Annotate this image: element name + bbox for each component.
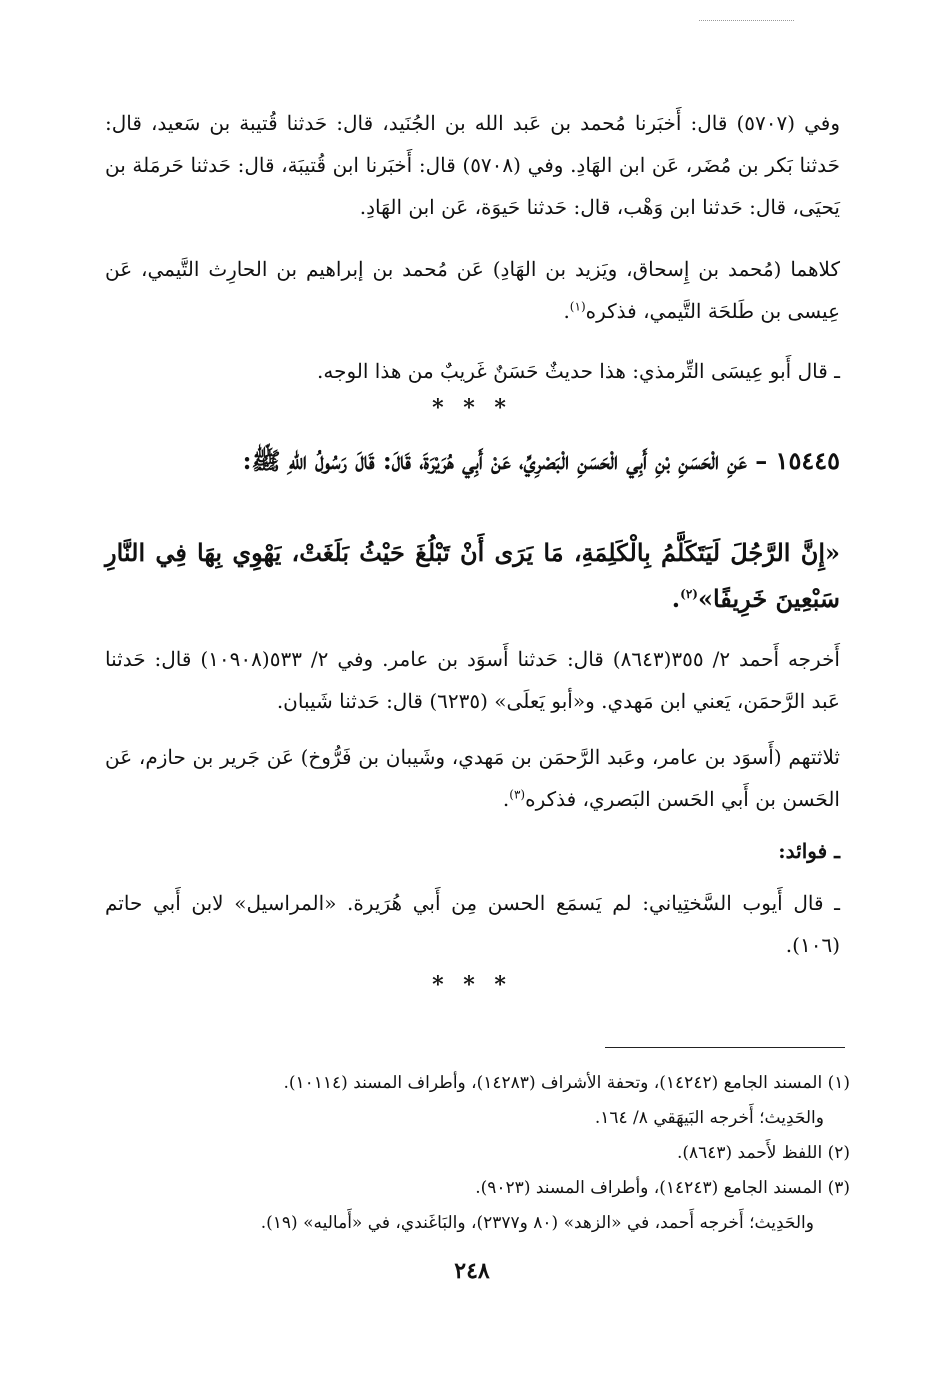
footnote-ref-1[interactable]: (١) <box>569 299 586 314</box>
fawaid-heading: ـ فوائد: <box>778 839 840 863</box>
footnote-ref-3[interactable]: (٣) <box>509 787 526 802</box>
hadith-matn-text: «إِنَّ الرَّجُلَ لَيَتَكَلَّمُ بِالْكَلِمَةِ، مَا يَرَى أَنْ تَبْلُغَ حَيْثُ بَلَغَتْ، يَهْوِي بِهَا فِي النَّارِ سَبْعِينَ خَرِيفًا» <box>105 538 840 613</box>
hadith-isnad: ١٥٤٤٥ – عَنِ الْحَسَنِ بْنِ أَبِي الْحَسَنِ الْبَصْرِيِّ، عَنْ أَبِي هُرَيْرَةَ، قَالَ: قَالَ رَسُولُ اللهِ ﷺ: <box>242 446 840 475</box>
footnote-3: (٣) المسند الجامع (١٤٢٤٣)، وأطراف المسند (٩٠٢٣). <box>475 1178 850 1198</box>
page-number: ٢٤٨ <box>454 1258 490 1284</box>
fawaid-text: ـ قال أَيوب السَّختِياني: لم يَسمَع الحسن مِن أَبي هُرَيرة. «المراسيل» لابن أَبي حاتم (١٠٦). <box>105 891 840 957</box>
footnote-1-continuation: والحَدِيث؛ أَخرجه البَيهَقي ٨/ ١٦٤. <box>594 1108 824 1128</box>
chain-paragraph-1 <box>105 102 840 228</box>
chain-paragraph-2: كلاهما (مُحمد بن إِسحاق، ويَزيد بن الهَادِ) عَن مُحمد بن إبراهيم بن الحارِث التَّيمي، عَن عِيسى بن طَلحَة التَّيمي، فذكره$^{(١)}$. <box>105 257 840 323</box>
footnote-divider <box>605 1047 845 1048</box>
takhrij-paragraph-2: ثلاثتهم (أَسوَد بن عامر، وعَبد الرَّحمَن بن مَهدي، وشَيبان بن فَرُّوخ) عَن جَرير بن حازم، عَن الحَسن بن أَبي الحَسن البَصري، فذكره$^{(٣)}$. <box>105 745 840 811</box>
verdict-text: ـ قال أَبو عِيسَى التِّرمذي: هذا حديثٌ حَسَنٌ غَريبٌ من هذا الوجه. <box>317 359 840 383</box>
hadith-header <box>105 438 840 484</box>
footnote-3-continuation: والحَدِيث؛ أَخرجه أَحمد، في «الزهد» (٨٠ و٢٣٧٧)، والبَاغَندي، في «أَماليه» (١٩). <box>260 1213 814 1233</box>
tirmidhi-verdict <box>105 350 840 392</box>
section-separator-2: * * * <box>432 972 512 998</box>
footnote-2: (٢) اللفظ لأَحمد (٨٦٤٣). <box>676 1143 850 1163</box>
footnote-ref-2[interactable]: (٢) <box>680 587 698 601</box>
hadith-matn: «إِنَّ الرَّجُلَ لَيَتَكَلَّمُ بِالْكَلِمَةِ، مَا يَرَى أَنْ تَبْلُغَ حَيْثُ بَلَغَتْ، يَهْوِي بِهَا فِي النَّارِ سَبْعِينَ خَرِيفًا»$^{(٢)}$. <box>105 538 840 613</box>
fawaid-paragraph <box>105 882 840 966</box>
takhrij-text-1: أَخرجه أَحمد ٢/ ٣٥٥(٨٦٤٣) قال: حَدثنا أَسوَد بن عامر. وفي ٢/ ٥٣٣(١٠٩٠٨) قال: حَدثنا عَبد الرَّحمَن، يَعني ابن مَهدي. و«أبو يَعلَى» (٦٢٣٥) قال: حَدثنا شَيبان. <box>105 647 840 713</box>
takhrij-paragraph-1 <box>105 638 840 722</box>
takhrij-text-2: ثلاثتهم (أَسوَد بن عامر، وعَبد الرَّحمَن بن مَهدي، وشَيبان بن فَرُّوخ) عَن جَرير بن حازم، عَن الحَسن بن أَبي الحَسن البَصري، فذكره <box>105 745 840 811</box>
chain-text-1: وفي (٥٧٠٧) قال: أَخبَرنا مُحمد بن عَبد الله بن الجُنَيد، قال: حَدثنا قُتيبة بن سَعيد، قال: حَدثنا بَكر بن مُضَر، عَن ابن الهَادِ. وفي (٥٧٠٨) قال: أَخبَرنا ابن قُتيبَة، قال: حَدثنا حَرمَلة بن يَحيَى، قال: حَدثنا ابن وَهْب، قال: حَدثنا حَيوَة، عَن ابن الهَادِ. <box>105 111 841 219</box>
scan-mark <box>699 20 794 21</box>
section-separator-1: * * * <box>432 395 512 421</box>
footnote-1: (١) المسند الجامع (١٤٢٤٢)، وتحفة الأشراف (١٤٢٨٣)، وأطراف المسند (١٠١١٤). <box>283 1073 850 1093</box>
chain-text-2: كلاهما (مُحمد بن إِسحاق، ويَزيد بن الهَادِ) عَن مُحمد بن إبراهيم بن الحارِث التَّيمي، عَن عِيسى بن طَلحَة التَّيمي، فذكره <box>105 257 840 323</box>
